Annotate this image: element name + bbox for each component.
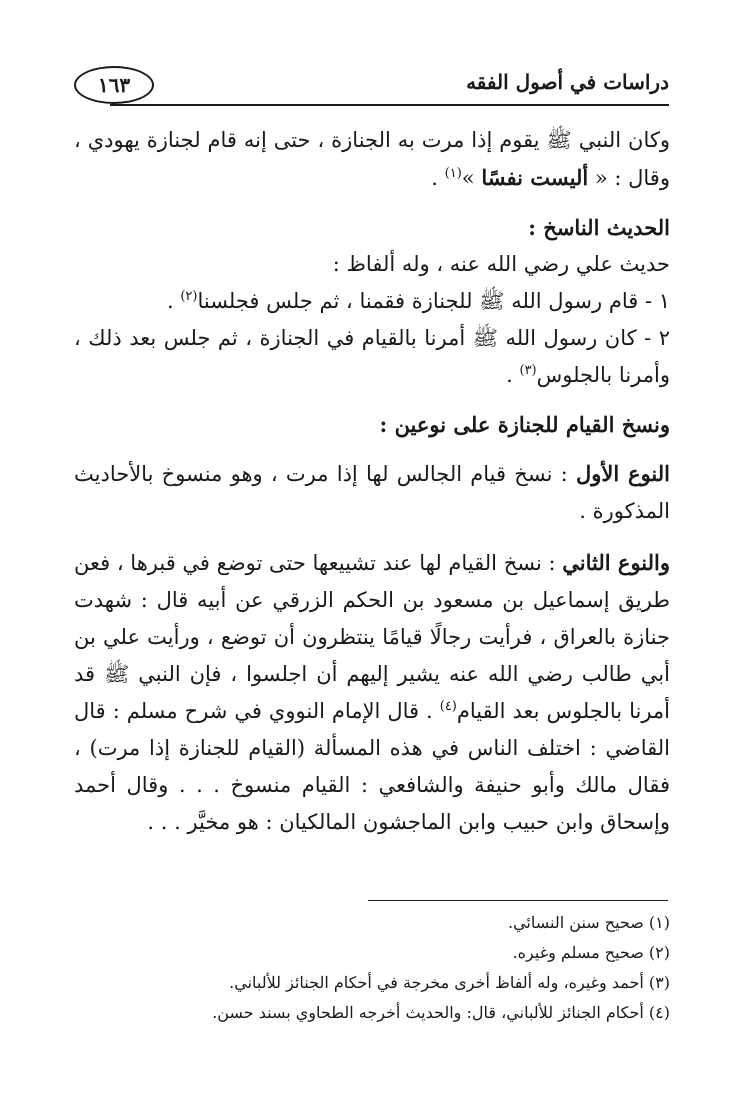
list-item-2: [74, 320, 670, 394]
heading-abrogation-types: ونسخ القيام للجنازة على نوعين :: [379, 412, 670, 437]
paragraph-ali-hadith: حديث علي رضي الله عنه ، وله ألفاظ :: [332, 252, 670, 276]
text-run: .: [431, 166, 445, 190]
heading-nasikh: الحديث الناسخ :: [528, 215, 670, 240]
page-header: [74, 66, 669, 108]
text-run: : نسخ القيام لها عند تشييعها حتى توضع في قبرها ، فعن طريق إسماعيل بن مسعود بن الحكم الزرقي عن أبيه قال : شهدت جنازة بالعراق ، فرأيت رجالًا قيامًا ينتظرون أن توضع ، ورأيت علي بن أبي طالب رضي الله عنه يشير إليهم أن اجلسوا ، فإن النبي ﷺ قد أمرنا بالجلوس بعد القيام: [74, 551, 670, 723]
text-run: .: [506, 363, 520, 387]
footnote-ref-1: (١): [444, 166, 462, 181]
type-1-label: النوع الأول: [575, 461, 670, 486]
text-run: »: [461, 166, 475, 190]
type-2-label: والنوع الثاني: [562, 550, 671, 575]
footnote-1: (١) صحيح سنن النسائي.: [508, 913, 670, 932]
footnote-ref-3: (٣): [519, 363, 537, 378]
footnotes: [74, 908, 670, 1028]
footnote-rule: [368, 900, 668, 901]
footnote-ref-4: (٤): [439, 699, 457, 714]
paragraph-type-1: [74, 455, 670, 530]
text-run: ١ - قام رسول الله ﷺ للجنازة فقمنا ، ثم جلس فجلسنا: [197, 289, 670, 313]
footnote-4: (٤) أحكام الجنائز للألباني، قال: والحديث أخرجه الطحاوي بسند حسن.: [212, 1003, 670, 1022]
footnote-3: (٣) أحمد وغيره، وله ألفاظ أخرى مخرجة في أحكام الجنائز للألباني.: [229, 973, 670, 992]
list-item-1: [74, 283, 670, 320]
quote-bold: أليست نفسًا: [481, 165, 589, 190]
header-rule: [110, 104, 669, 106]
text-run: : نسخ قيام الجالس لها إذا مرت ، وهو منسوخ بالأحاديث المذكورة .: [74, 462, 670, 523]
page-number: ١٦٣: [74, 66, 154, 104]
footnote-ref-2: (٢): [180, 289, 198, 304]
footnote-2: (٢) صحيح مسلم وغيره.: [512, 943, 670, 962]
running-title: دراسات في أصول الفقه: [466, 70, 669, 94]
paragraph-type-2: [74, 544, 670, 841]
text-run: وكان النبي ﷺ يقوم إذا مرت به الجنازة ، حتى إنه قام لجنازة يهودي ، وقال : «: [74, 128, 670, 190]
paragraph-prophet-standing: [74, 122, 670, 197]
text-run: . قال الإمام النووي في شرح مسلم : قال القاضي : اختلف الناس في هذه المسألة (القيام للجنازة إذا مرت) ، فقال مالك وأبو حنيفة والشافعي : القيام منسوخ . . . وقال أحمد وإسحاق وابن حبيب وابن الماجشون المالكيان : هو مخيَّر . . .: [74, 699, 670, 834]
text-run: ٢ - كان رسول الله ﷺ أمرنا بالقيام في الجنازة ، ثم جلس بعد ذلك ، وأمرنا بالجلوس: [74, 326, 670, 387]
text-run: .: [166, 289, 181, 313]
page-body: [74, 122, 670, 841]
